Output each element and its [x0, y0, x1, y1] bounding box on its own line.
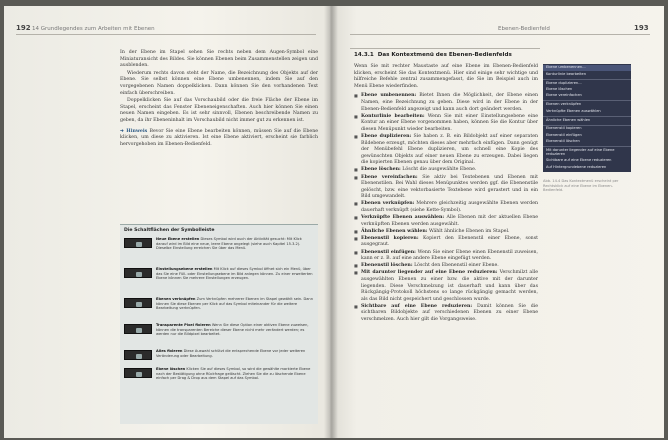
menu-separator — [543, 116, 631, 117]
bullet-text: Mehrere gleichzeitig ausgewählte Ebenen werden dauerhaft verknüpft (siehe Kette-Symbol). — [361, 201, 538, 213]
bullet-item — [354, 167, 538, 174]
bullet-text: Kopiert den Ebenenstil einer Ebene, sonst ausgegraut. — [361, 235, 538, 248]
symbol-name: Ebene löschen — [156, 367, 186, 371]
symbol-name: Einstellungsebene erstellen — [156, 267, 213, 271]
left-body-text — [120, 50, 318, 149]
bullet-text: Sie haben z. B. ein Bildobjekt auf einer separaten Bildebene erzeugt, möchten dieses aber mehrfach einfügen. Dann genügt der Menübefehl Ebene duplizieren, um schnell eine Kopie des gewünschten Objekts auf einer neuen Ebene zu erzeugen. Dabei liegen die kopierten Ebenen genau über dem Original. — [361, 133, 538, 166]
bullet-text: Löscht den Ebenenstil einer Ebene. — [414, 263, 499, 269]
menu-item: Sichtbare auf eine Ebene reduzieren — [546, 158, 612, 163]
bullet-term: Ebene vereinfachen: — [361, 174, 418, 180]
bullet-text: Löscht die ausgewählte Ebene. — [402, 167, 477, 173]
bullet-term: Mit darunter liegender auf eine Ebene reduzieren: — [361, 270, 498, 276]
symbol-name: Transparente Pixel fixieren — [156, 323, 211, 327]
intro-paragraph: Wenn Sie mit rechter Maustaste auf eine Ebene im Ebenen-Bedienfeld klicken, erscheint Sie das Kontextmenü. Hier sind einige sehr wichtige und hilfreiche Befehle zentral zusammengefasst, die Sie im Beispiel auch im Menü Ebene wiederfinden. — [354, 64, 538, 89]
bullet-term: Ähnliche Ebenen wählen: — [361, 228, 428, 234]
figure-caption: Abb. 14.4 Das Kontextmenü erscheint per Rechtsklick auf eine Ebene im Ebenen-Bedienfeld. — [543, 179, 619, 193]
bullet-text: Bietet Ihnen die Möglichkeit, der Ebene einen Namen, eine Bezeichnung zu geben. Diese wird in der Ebene in der Ebenen-Bedienfeld angezeigt und kann auch dort geändert werden. — [361, 93, 538, 112]
right-body-text — [354, 64, 538, 324]
bullet-text: Damit können Sie die sichtbaren Bildobjekte auf verschiedenen Ebenen zu einer Ebene verschmelzen. Auch hier gilt die Vorgangsweise. — [361, 303, 538, 322]
bullet-item — [354, 250, 538, 263]
menu-item: Ebene löschen — [546, 86, 573, 91]
hint-paragraph — [120, 129, 318, 149]
symbol-name: Ebenen verknüpfen — [156, 297, 196, 301]
symbol-description: Dieses Symbol wird auch der Aktivität gesucht: Mit Klick darauf wird im Bild eine neue, leere Ebene angelegt (siehe auch Kapitel 15.3.2). Dieselbe Einstellung erreichen Sie über das Menü. — [156, 237, 302, 251]
bullet-item — [354, 236, 538, 249]
symbol-box — [120, 224, 318, 424]
bullet-term: Sichtbare auf eine Ebene reduzieren: — [361, 303, 473, 309]
context-menu — [543, 64, 631, 172]
menu-item: Mit darunter liegender auf eine Ebene reduzieren — [546, 148, 615, 156]
menu-item: Ebenenstil einfügen — [546, 132, 582, 137]
bullet-item — [354, 229, 538, 236]
symbol-description: Wenn Sie diese Option einer aktiven Ebene zuweisen, können die transparenten Bereiche dieser Ebene nicht mehr verändert werden; es werden nur die Bildpixel bearbeitet. — [156, 323, 309, 337]
symbol-description: Diese Auswahl schützt die entsprechende Ebene vor jeder weiteren Veränderung oder Bearbeitung. — [156, 349, 306, 358]
paragraph: Doppelklicken Sie auf das Vorschaubild oder die freie Fläche der Ebene im Stapel, erscheint das Fenster Ebeneneigenschaften. Auch hier können Sie einen neuen Namen eingeben. Es ist sehr sinnvoll, Ebenen beschreibende Namen zu geben, da ihr Ebeneninhalt im Vorschaubild nicht immer gut zu erkennen ist. — [120, 98, 318, 123]
bullet-term: Ebenen verknüpfen: — [361, 201, 415, 207]
left-head-rule — [16, 34, 316, 35]
lock-all-icon — [124, 350, 152, 360]
bullet-item — [354, 304, 538, 324]
section-rule — [350, 48, 540, 49]
menu-separator — [543, 79, 631, 80]
right-page-number: 193 — [634, 24, 649, 32]
bullet-text: Sie aktiv bei Textebenen und Ebenen mit Ebenenstilen. Bei Wahl dieses Menüpunktes werden ggf. die Ebenenstile gelöscht, bzw. eine vektorbasierte Textebene wird gerastert und in ein Bild umgewandelt. — [361, 174, 538, 200]
new-layer-icon — [124, 238, 152, 248]
bullet-term: Ebene löschen: — [361, 167, 401, 173]
bullet-text: Verschmilzt alle ausgewählten Ebenen zu einer bzw. die aktive mit der darunter liegenden. Diese Verschmelzung ist dauerhaft und kann über das Rückgängig-Protokoll höchstens so lange rückgängig gemacht werden, als das Bild nicht gespeichert und geschlossen wurde. — [361, 270, 539, 302]
left-page-number: 192 — [16, 24, 31, 32]
bullet-text: Wenn Sie einer Ebene einen Ebenenstil zuweisen, kann er z. B. auf eine andere Ebene eingefügt werden. — [361, 249, 538, 262]
paragraph: Wiederum rechts davon steht der Name, die Bezeichnung des Objekts auf der Ebene. Sie selbst können eine Ebene umbenennen, indem Sie auf den vorgegebenen Namen doppelklicken. Dann können Sie den vorhandenen Text einfach überschreiben. — [120, 70, 318, 96]
lock-transparent-icon — [124, 324, 152, 334]
bullet-text: Wenn Sie mit einer Einstellungsebene eine Kontur an einer Ebene vorgenommen haben, können Sie die Kontur über diesen Menüpunkt wieder bearbeiten. — [361, 113, 538, 132]
symbol-box-title: Die Schaltflächen der Symbolleiste — [124, 228, 215, 233]
right-page — [330, 6, 664, 438]
bullet-item — [354, 263, 538, 270]
section-title: Das Kontextmenü des Ebenen-Bedienfelds — [377, 52, 512, 58]
right-running-head: Ebenen-Bedienfeld — [498, 26, 550, 32]
link-layers-icon — [124, 298, 152, 308]
trash-icon — [124, 368, 152, 378]
bullet-item — [354, 175, 538, 201]
bullet-term: Ebene duplizieren: — [361, 133, 412, 139]
menu-item: Ebenenstil löschen — [546, 139, 580, 144]
symbol-description: Klicken Sie auf dieses Symbol, so wird die gewählte markierte Ebene nach der Bestätigung ohne Rückfrage gelöscht. Ziehen Sie die zu löschende Ebene einfach per Drag & Drop aus dem Stapel auf das Symbol. — [156, 367, 311, 381]
symbol-description: Mit Klick auf dieses Symbol öffnet sich ein Menü, über das Sie eine Füll- oder Einstellungsebene im Bild anlegen können. Zu einer erweiterten Ebene können Sie mehrere Einstellungen erzeugen. — [156, 267, 313, 281]
symbol-name: Alles fixieren — [156, 349, 183, 353]
menu-item: Ebene umbenennen... — [543, 65, 631, 71]
bullet-term: Verknüpfte Ebenen auswählen: — [361, 215, 445, 221]
symbol-description: Zum Verknüpfen mehrerer Ebenen im Stapel gewählt sein. Dann können Sie diese Ebenen per Klick auf das Symbol miteinander für die weitere Bearbeitung verknüpfen. — [156, 297, 313, 311]
bullet-term: Konturlinie bearbeiten: — [361, 113, 425, 119]
section-number: 14.3.1 — [354, 52, 374, 58]
bullet-text: Wählt ähnliche Ebenen im Stapel. — [429, 228, 510, 234]
menu-separator — [543, 125, 631, 126]
book-gutter — [324, 6, 338, 438]
bullet-term: Ebenenstil löschen: — [361, 263, 413, 269]
right-head-rule — [350, 34, 650, 35]
paragraph: In der Ebene im Stapel sehen Sie rechts neben dem Augen-Symbol eine Miniaturansicht des Bildes. Sie können Ebenen beim Zusammenstellen zeigen und ausblenden. — [120, 50, 318, 69]
bullet-term: Ebene umbenennen: — [361, 93, 417, 99]
menu-separator — [543, 146, 631, 147]
menu-item: Konturlinie bearbeiten — [546, 71, 587, 76]
menu-item: Ebene duplizieren... — [546, 80, 582, 85]
bullet-item — [354, 270, 538, 303]
bullet-item — [354, 114, 538, 134]
section-heading — [354, 52, 512, 58]
menu-item: Ähnliche Ebenen wählen — [546, 117, 591, 122]
menu-item: Auf Hintergrundebene reduzieren — [546, 164, 607, 169]
bullet-item — [354, 93, 538, 113]
bullet-item — [354, 215, 538, 228]
hint-text: Bevor Sie eine Ebene bearbeiten können, müssen Sie auf die Ebene klicken, um diese zu aktivieren. Ist eine Ebene aktiviert, erscheint sie farblich hervorgehoben im Ebenen-Bedienfeld. — [120, 128, 319, 147]
menu-item: Verknüpfte Ebenen auswählen — [546, 108, 601, 113]
bullet-term: Ebenenstil kopieren: — [361, 235, 419, 241]
bullet-term: Ebenenstil einfügen: — [361, 249, 416, 255]
adjustment-layer-icon — [124, 268, 152, 278]
menu-item: Ebenenstil kopieren — [546, 126, 582, 131]
left-running-head: 14 Grundlegendes zum Arbeiten mit Ebenen — [32, 26, 155, 32]
bullet-list — [354, 93, 538, 323]
bullet-text: Alle Ebenen mit der aktuellen Ebene verknüpften Ebenen werden ausgewählt. — [361, 215, 538, 227]
menu-separator — [543, 100, 631, 101]
menu-item: Ebene vereinfachen — [546, 93, 582, 98]
bullet-item — [354, 201, 538, 214]
bullet-item — [354, 134, 538, 167]
symbol-name: Neue Ebene erstellen — [156, 237, 200, 241]
hint-label: ➜ Hinweis — [120, 128, 148, 134]
menu-item: Ebenen verknüpfen — [546, 102, 582, 107]
left-page — [4, 6, 330, 438]
